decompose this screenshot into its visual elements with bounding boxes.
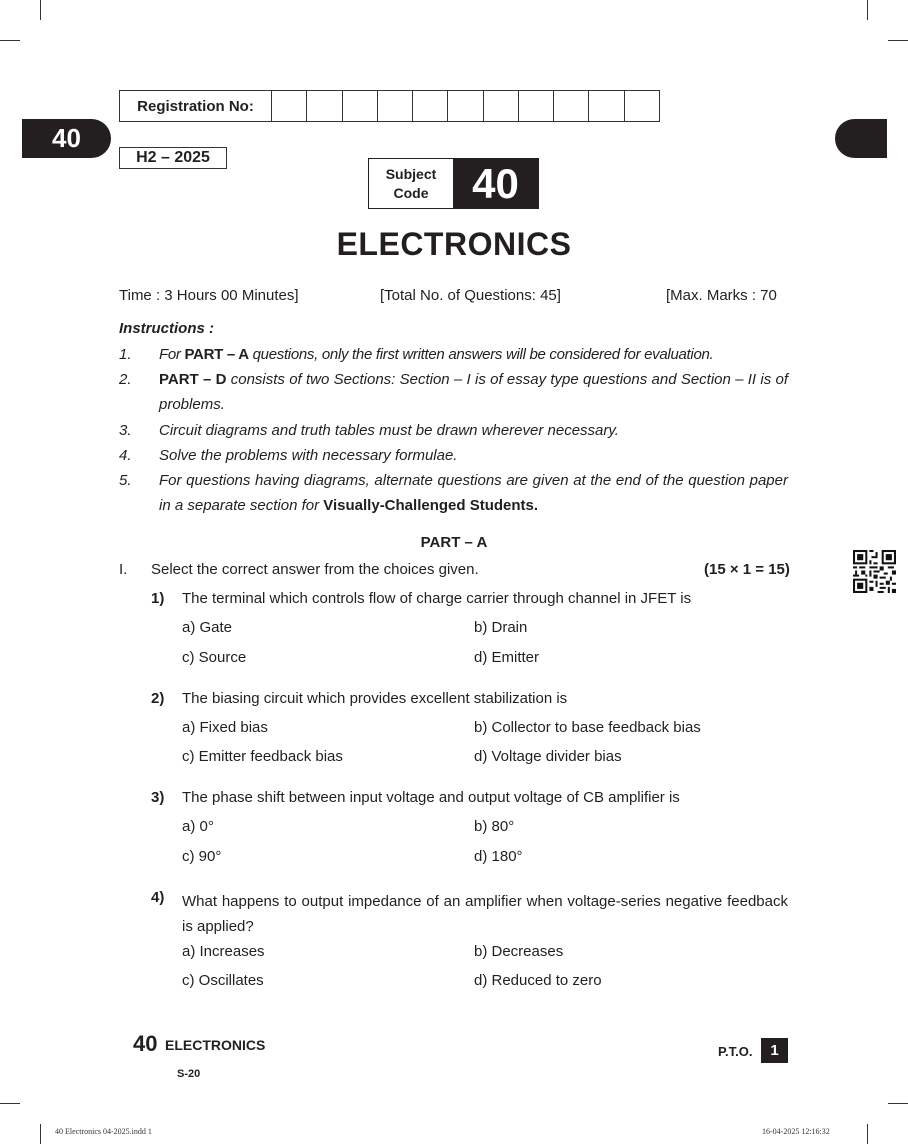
registration-cell[interactable] bbox=[343, 91, 378, 121]
crop-mark bbox=[40, 0, 41, 20]
answer-option[interactable]: b) 80° bbox=[474, 818, 515, 835]
answer-option[interactable]: b) Drain bbox=[474, 619, 528, 636]
answer-option[interactable]: a) Increases bbox=[182, 943, 265, 960]
instruction-text: For bbox=[159, 346, 185, 363]
crop-mark bbox=[0, 40, 20, 41]
instructions-heading: Instructions : bbox=[119, 320, 215, 337]
answer-option[interactable]: a) Gate bbox=[182, 619, 233, 636]
instruction-number: 4. bbox=[119, 447, 132, 464]
instruction-item bbox=[119, 342, 788, 367]
instruction-bold: Visually-Challenged Students. bbox=[323, 497, 539, 514]
registration-cell[interactable] bbox=[378, 91, 413, 121]
footer-series: S-20 bbox=[177, 1068, 201, 1080]
instruction-text: Solve the problems with necessary formulae. bbox=[159, 447, 458, 464]
answer-option[interactable]: a) Fixed bias bbox=[182, 719, 268, 736]
subject-code-label bbox=[369, 159, 453, 208]
subject-label-line2: Code bbox=[393, 184, 429, 201]
question-text: What happens to output impedance of an amplifier when voltage-series negative feedback is applied? bbox=[182, 893, 788, 935]
answer-option[interactable]: c) Emitter feedback bias bbox=[182, 748, 343, 765]
registration-label: Registration No: bbox=[120, 91, 272, 121]
answer-option[interactable]: d) Emitter bbox=[474, 649, 540, 666]
exam-code-box: H2 – 2025 bbox=[119, 147, 227, 169]
registration-cell[interactable] bbox=[554, 91, 589, 121]
instruction-text: questions, only the first written answers will be considered for evaluation. bbox=[248, 346, 714, 363]
registration-cell[interactable] bbox=[272, 91, 307, 121]
answer-option[interactable]: b) Decreases bbox=[474, 943, 564, 960]
pto-label: P.T.O. bbox=[718, 1044, 753, 1059]
subject-code-value: 40 bbox=[453, 159, 538, 208]
answer-option[interactable]: c) Source bbox=[182, 649, 247, 666]
registration-box bbox=[119, 90, 660, 122]
instruction-bold: PART – D bbox=[159, 371, 227, 388]
instruction-item bbox=[119, 468, 788, 518]
answer-option[interactable]: b) Collector to base feedback bias bbox=[474, 719, 701, 736]
answer-option[interactable]: d) Voltage divider bias bbox=[474, 748, 622, 765]
side-tab-right bbox=[835, 119, 887, 158]
part-heading: PART – A bbox=[420, 534, 488, 551]
page-title: ELECTRONICS bbox=[336, 226, 572, 262]
question-text: The phase shift between input voltage and output voltage of CB amplifier is bbox=[182, 789, 680, 806]
answer-option[interactable]: c) Oscillates bbox=[182, 972, 264, 989]
question-number: 2) bbox=[151, 690, 165, 707]
question-number: 3) bbox=[151, 789, 165, 806]
instruction-item bbox=[119, 367, 788, 417]
footer-subject-code: 40 bbox=[133, 1031, 158, 1056]
max-marks: [Max. Marks : 70 bbox=[666, 287, 777, 304]
section-number: I. bbox=[119, 561, 128, 578]
subject-code-box bbox=[368, 158, 539, 209]
section-marks: (15 × 1 = 15) bbox=[704, 561, 790, 578]
exam-time: Time : 3 Hours 00 Minutes] bbox=[119, 287, 299, 304]
answer-option[interactable]: a) 0° bbox=[182, 818, 214, 835]
answer-option[interactable]: d) Reduced to zero bbox=[474, 972, 602, 989]
crop-mark bbox=[0, 1103, 20, 1104]
answer-option[interactable]: c) 90° bbox=[182, 848, 222, 865]
registration-cell[interactable] bbox=[519, 91, 554, 121]
crop-mark bbox=[40, 1124, 41, 1144]
registration-cell[interactable] bbox=[484, 91, 519, 121]
print-slug-date: 16-04-2025 12:16:32 bbox=[762, 1127, 830, 1136]
question-text: The biasing circuit which provides excellent stabilization is bbox=[182, 690, 568, 707]
registration-cell[interactable] bbox=[625, 91, 659, 121]
instruction-number: 1. bbox=[119, 346, 132, 363]
registration-cell[interactable] bbox=[413, 91, 448, 121]
registration-cell[interactable] bbox=[448, 91, 483, 121]
answer-option[interactable]: d) 180° bbox=[474, 848, 523, 865]
total-questions: [Total No. of Questions: 45] bbox=[380, 287, 561, 304]
question-number: 1) bbox=[151, 590, 165, 607]
crop-mark bbox=[888, 40, 908, 41]
registration-cell[interactable] bbox=[589, 91, 624, 121]
question-text: The terminal which controls flow of charge carrier through channel in JFET is bbox=[182, 590, 692, 607]
side-tab-code: 40 bbox=[22, 119, 111, 158]
footer-subject-name: ELECTRONICS bbox=[165, 1037, 266, 1053]
question-number: 4) bbox=[151, 889, 165, 906]
instruction-number: 5. bbox=[119, 472, 132, 489]
crop-mark bbox=[867, 1124, 868, 1144]
crop-mark bbox=[867, 0, 868, 20]
page-number: 1 bbox=[761, 1038, 788, 1063]
instruction-bold: PART – A bbox=[184, 346, 249, 363]
instruction-item bbox=[119, 443, 788, 468]
print-slug-file: 40 Electronics 04-2025.indd 1 bbox=[55, 1127, 152, 1136]
section-instruction: Select the correct answer from the choices given. bbox=[151, 561, 479, 578]
qr-code-icon bbox=[853, 550, 896, 593]
instruction-text: Circuit diagrams and truth tables must be drawn wherever necessary. bbox=[159, 422, 619, 439]
instruction-number: 2. bbox=[119, 371, 132, 388]
instruction-number: 3. bbox=[119, 422, 132, 439]
instruction-item bbox=[119, 418, 788, 443]
registration-cell[interactable] bbox=[307, 91, 342, 121]
subject-label-line1: Subject bbox=[385, 165, 437, 182]
instruction-text: consists of two Sections: Section – I is of essay type questions and Section – II is of problems. bbox=[159, 371, 788, 413]
crop-mark bbox=[888, 1103, 908, 1104]
instruction-text: For questions having diagrams, alternate questions are given at the end of the question paper in a separate section for bbox=[159, 472, 788, 514]
